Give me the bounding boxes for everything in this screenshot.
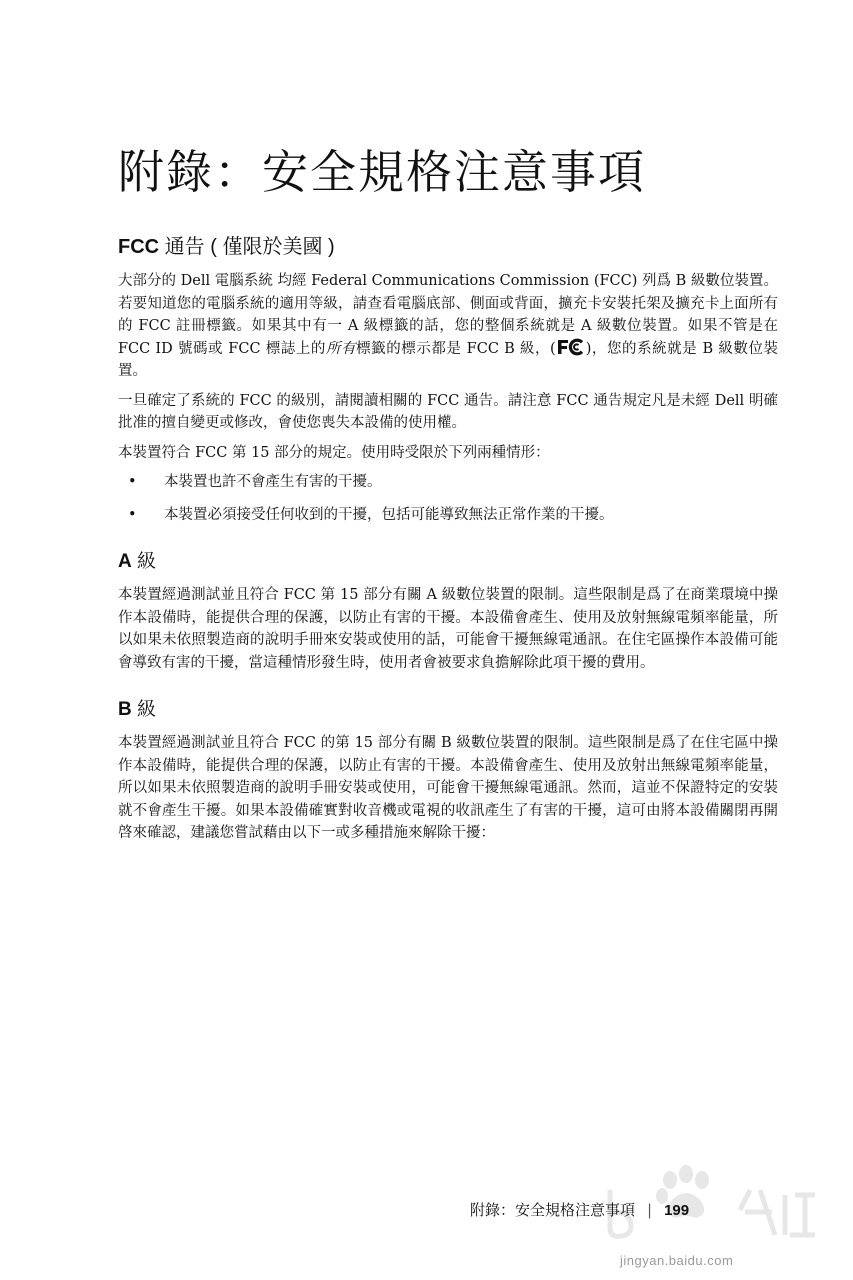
list-item-text: 本裝置必須接受任何收到的干擾，包括可能導致無法正常作業的干擾。 [164, 506, 614, 523]
class-a-heading-bold: A [118, 551, 132, 572]
class-a-section [118, 548, 778, 674]
fcc-logo-icon [556, 338, 586, 356]
list-item [118, 471, 778, 494]
page-number: 199 [664, 1202, 690, 1219]
fcc-para1-part3: )，您的系統就是 B 級數位裝置。 [118, 340, 778, 379]
fcc-intro-paragraph [118, 270, 778, 383]
class-b-heading-bold: B [118, 699, 132, 720]
list-item-text: 本裝置也許不會產生有害的干擾。 [164, 474, 382, 490]
page-footer [470, 1195, 790, 1225]
fcc-heading-bold: FCC [118, 236, 160, 258]
page-title: 附錄：安全規格注意事項 [118, 145, 646, 199]
fcc-notice-heading [118, 232, 778, 262]
class-b-heading [118, 696, 778, 724]
class-a-heading-rest: 級 [131, 551, 157, 572]
fcc-para1-part1: 大部分的 Dell 電腦系統 均經 Federal Communications Commission (FCC) 列爲 B 級數位裝置。若要知道您的電腦系統的適用等級，請查看電腦底部、側面或背面，擴充卡安裝托架及擴充卡上面所有的 FCC 註冊標籤。如果其中有一 A 級標籤的話，您的整個系統就是 A 級數位裝置。如果不管是在 FCC ID 號碼或 FCC 標誌上的 [118, 273, 778, 357]
class-b-heading-rest: 級 [131, 699, 157, 720]
fcc-para1-italic: 所有 [325, 340, 357, 357]
fcc-para1-part2: 標籤的標示都是 FCC B 級，( [356, 340, 556, 357]
footer-separator: | [647, 1201, 653, 1219]
class-b-paragraph: 本裝置經過測試並且符合 FCC 的第 15 部分有關 B 級數位裝置的限制。這些限制是爲了在住宅區中操作本設備時，能提供合理的保護，以防止有害的干擾。本設備會產生、使用及放射出無線電頻率能量，所以如果未依照製造商的說明手冊安裝或使用，可能會干擾無線電通訊。然而，這並不保證特定的安裝就不會產生干擾。如果本設備確實對收音機或電視的收訊產生了有害的干擾，這可由將本設備關閉再開啓來確認，建議您嘗試藉由以下一或多種措施來解除干擾： [118, 735, 778, 841]
class-b-section [118, 696, 778, 845]
watermark-url: jingyan.baidu.com [620, 1253, 734, 1268]
running-title: 附錄：安全規格注意事項 [470, 1201, 636, 1219]
fcc-part15-paragraph: 本裝置符合 FCC 第 15 部分的規定。使用時受限於下列兩種情形： [118, 444, 550, 461]
class-a-heading [118, 548, 778, 576]
list-item [118, 504, 778, 527]
bullet-icon: • [128, 506, 137, 523]
fcc-notice-section [118, 232, 778, 526]
fcc-heading-rest: 通告 ( 僅限於美國 ) [159, 236, 335, 258]
page-content [118, 232, 778, 852]
class-a-paragraph: 本裝置經過測試並且符合 FCC 第 15 部分有關 A 級數位裝置的限制。這些限制是爲了在商業環境中操作本設備時，能提供合理的保護，以防止有害的干擾。本設備會產生、使用及放射無線電頻率能量，所以如果未依照製造商的說明手冊來安裝或使用的話，可能會干擾無線電通訊。在住宅區操作本設備可能會導致有害的干擾，當這種情形發生時，使用者會被要求負擔解除此項干擾的費用。 [118, 587, 778, 671]
bullet-icon: • [128, 474, 137, 490]
conditions-list [118, 471, 778, 526]
fcc-class-paragraph: 一旦確定了系統的 FCC 的級別，請閱讀相關的 FCC 通告。請注意 FCC 通告規定凡是未經 Dell 明確批准的擅自變更或修改，會使您喪失本設備的使用權。 [118, 392, 778, 431]
